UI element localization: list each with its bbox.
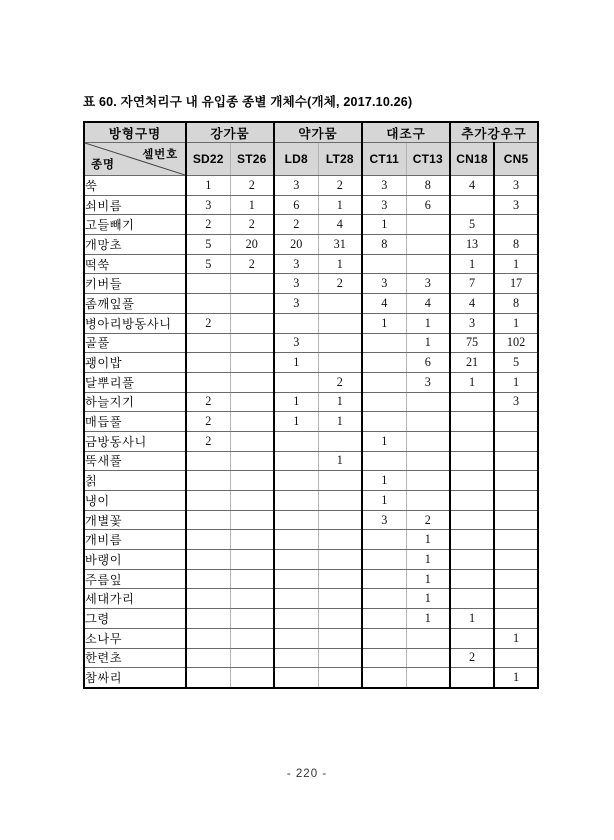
table-row <box>84 254 538 274</box>
species-name-cell: 쇠비름 <box>84 195 186 215</box>
count-cell <box>318 530 362 550</box>
count-cell: 2 <box>406 510 450 530</box>
count-cell: 1 <box>318 392 362 412</box>
count-cell <box>362 609 406 629</box>
count-cell <box>230 609 274 629</box>
table-row <box>84 372 538 392</box>
table-row <box>84 530 538 550</box>
species-name-cell: 칡 <box>84 471 186 491</box>
count-cell <box>274 648 318 668</box>
table-row <box>84 451 538 471</box>
count-cell <box>494 510 538 530</box>
count-cell: 4 <box>318 215 362 235</box>
count-cell: 2 <box>230 176 274 196</box>
count-cell <box>230 648 274 668</box>
count-cell <box>318 628 362 648</box>
count-cell: 8 <box>494 235 538 255</box>
column-header-LD8: LD8 <box>274 143 318 176</box>
count-cell <box>494 451 538 471</box>
count-cell <box>186 451 230 471</box>
count-cell: 3 <box>494 176 538 196</box>
count-cell: 3 <box>274 254 318 274</box>
count-cell: 20 <box>230 235 274 255</box>
count-cell: 6 <box>406 353 450 373</box>
count-cell <box>362 569 406 589</box>
count-cell <box>186 530 230 550</box>
count-cell <box>494 648 538 668</box>
count-cell <box>362 648 406 668</box>
count-cell <box>230 372 274 392</box>
group-header-0: 강가뭄 <box>186 122 274 143</box>
count-cell: 3 <box>362 195 406 215</box>
count-cell <box>450 530 494 550</box>
count-cell: 5 <box>450 215 494 235</box>
count-cell: 1 <box>406 609 450 629</box>
count-cell <box>318 313 362 333</box>
count-cell <box>406 491 450 511</box>
count-cell: 13 <box>450 235 494 255</box>
count-cell: 1 <box>318 451 362 471</box>
count-cell <box>362 333 406 353</box>
column-header-CT11: CT11 <box>362 143 406 176</box>
count-cell <box>186 609 230 629</box>
count-cell: 3 <box>362 274 406 294</box>
species-name-cell: 주름잎 <box>84 569 186 589</box>
species-name-cell: 참싸리 <box>84 668 186 688</box>
count-cell: 31 <box>318 235 362 255</box>
count-cell: 4 <box>362 294 406 314</box>
count-cell <box>406 451 450 471</box>
count-cell: 2 <box>186 412 230 432</box>
table-row <box>84 668 538 688</box>
count-cell <box>186 510 230 530</box>
count-cell: 3 <box>450 313 494 333</box>
count-cell: 1 <box>274 392 318 412</box>
count-cell: 6 <box>274 195 318 215</box>
column-header-CN5: CN5 <box>494 143 538 176</box>
count-cell: 1 <box>406 333 450 353</box>
count-cell: 1 <box>494 668 538 688</box>
count-cell: 1 <box>494 313 538 333</box>
count-cell: 1 <box>406 530 450 550</box>
count-cell <box>230 431 274 451</box>
count-cell: 17 <box>494 274 538 294</box>
count-cell: 4 <box>450 176 494 196</box>
count-cell: 2 <box>318 176 362 196</box>
count-cell <box>406 254 450 274</box>
count-cell <box>274 569 318 589</box>
table-row <box>84 235 538 255</box>
count-cell <box>230 313 274 333</box>
count-cell <box>406 628 450 648</box>
species-name-cell: 매듭풀 <box>84 412 186 432</box>
count-cell: 2 <box>186 313 230 333</box>
count-cell <box>494 215 538 235</box>
count-cell: 5 <box>186 235 230 255</box>
count-cell <box>450 569 494 589</box>
count-cell: 1 <box>186 176 230 196</box>
count-cell <box>450 195 494 215</box>
count-cell <box>318 510 362 530</box>
count-cell: 3 <box>274 333 318 353</box>
count-cell: 1 <box>450 254 494 274</box>
count-cell: 1 <box>318 195 362 215</box>
count-cell <box>230 668 274 688</box>
quadrat-name-header: 방형구명 <box>84 122 186 143</box>
count-cell <box>186 648 230 668</box>
count-cell: 1 <box>362 215 406 235</box>
count-cell <box>318 353 362 373</box>
count-cell: 1 <box>450 609 494 629</box>
count-cell: 1 <box>494 628 538 648</box>
table-row <box>84 471 538 491</box>
count-cell: 1 <box>274 353 318 373</box>
count-cell: 1 <box>362 313 406 333</box>
count-cell <box>186 628 230 648</box>
count-cell <box>450 412 494 432</box>
count-cell: 7 <box>450 274 494 294</box>
count-cell: 3 <box>406 372 450 392</box>
count-cell <box>186 589 230 609</box>
count-cell <box>494 471 538 491</box>
count-cell <box>450 431 494 451</box>
species-name-cell: 개망초 <box>84 235 186 255</box>
count-cell: 2 <box>450 648 494 668</box>
count-cell <box>494 569 538 589</box>
species-name-cell: 달뿌리풀 <box>84 372 186 392</box>
count-cell: 2 <box>230 215 274 235</box>
count-cell <box>362 412 406 432</box>
table-row <box>84 628 538 648</box>
count-cell: 1 <box>274 412 318 432</box>
diagonal-header-cell <box>84 143 186 176</box>
table-row <box>84 294 538 314</box>
group-header-row <box>84 122 538 143</box>
count-cell <box>230 274 274 294</box>
group-header-2: 대조구 <box>362 122 450 143</box>
count-cell <box>450 491 494 511</box>
count-cell <box>230 491 274 511</box>
count-cell <box>230 530 274 550</box>
species-name-cell: 떡쑥 <box>84 254 186 274</box>
count-cell: 2 <box>230 254 274 274</box>
count-cell <box>494 550 538 570</box>
count-cell <box>230 333 274 353</box>
count-cell: 1 <box>362 471 406 491</box>
count-cell <box>230 294 274 314</box>
count-cell <box>362 353 406 373</box>
count-cell <box>230 510 274 530</box>
count-cell <box>494 609 538 629</box>
species-name-cell: 바랭이 <box>84 550 186 570</box>
species-name-cell: 개별꽃 <box>84 510 186 530</box>
count-cell: 4 <box>406 294 450 314</box>
count-cell <box>318 550 362 570</box>
table-caption: 표 60. 자연처리구 내 유입종 종별 개체수(개체, 2017.10.26) <box>83 95 413 109</box>
count-cell <box>318 431 362 451</box>
count-cell: 1 <box>230 195 274 215</box>
count-cell <box>494 589 538 609</box>
species-name-cell: 고들빼기 <box>84 215 186 235</box>
table-row <box>84 550 538 570</box>
count-cell <box>230 412 274 432</box>
count-cell: 8 <box>494 294 538 314</box>
count-cell: 3 <box>406 274 450 294</box>
count-cell <box>318 668 362 688</box>
species-name-cell: 하늘지기 <box>84 392 186 412</box>
count-cell <box>274 451 318 471</box>
count-cell <box>362 628 406 648</box>
column-header-row <box>84 143 538 176</box>
count-cell: 3 <box>274 274 318 294</box>
count-cell <box>450 628 494 648</box>
species-name-cell: 그령 <box>84 609 186 629</box>
count-cell: 2 <box>318 372 362 392</box>
count-cell <box>274 609 318 629</box>
count-cell <box>318 333 362 353</box>
count-cell <box>274 668 318 688</box>
count-cell: 4 <box>450 294 494 314</box>
count-cell <box>362 372 406 392</box>
species-name-cell: 세대가리 <box>84 589 186 609</box>
count-cell: 1 <box>318 254 362 274</box>
count-cell: 1 <box>406 569 450 589</box>
count-cell <box>406 471 450 491</box>
table-row <box>84 392 538 412</box>
page-number: - 220 - <box>286 768 328 780</box>
count-cell <box>274 313 318 333</box>
count-cell <box>274 372 318 392</box>
count-cell <box>186 294 230 314</box>
count-cell <box>450 451 494 471</box>
species-name-cell: 소나무 <box>84 628 186 648</box>
species-name-cell: 개비름 <box>84 530 186 550</box>
species-name-cell: 뚝새풀 <box>84 451 186 471</box>
table-row <box>84 195 538 215</box>
count-cell <box>450 510 494 530</box>
count-cell: 2 <box>318 274 362 294</box>
count-cell <box>274 628 318 648</box>
count-cell <box>318 294 362 314</box>
count-cell <box>318 471 362 491</box>
count-cell <box>186 569 230 589</box>
table-row <box>84 412 538 432</box>
count-cell <box>362 451 406 471</box>
count-cell <box>406 412 450 432</box>
table-row <box>84 333 538 353</box>
species-name-cell: 금방동사니 <box>84 431 186 451</box>
column-header-SD22: SD22 <box>186 143 230 176</box>
table-row <box>84 353 538 373</box>
count-cell <box>406 431 450 451</box>
count-cell: 6 <box>406 195 450 215</box>
count-cell <box>274 491 318 511</box>
species-name-cell: 한련초 <box>84 648 186 668</box>
cell-number-label: 셀번호 <box>142 149 178 161</box>
count-cell <box>450 392 494 412</box>
count-cell <box>318 491 362 511</box>
count-cell: 1 <box>318 412 362 432</box>
group-header-1: 약가뭄 <box>274 122 362 143</box>
count-cell <box>406 235 450 255</box>
count-cell: 75 <box>450 333 494 353</box>
count-cell <box>318 648 362 668</box>
count-cell: 2 <box>186 215 230 235</box>
count-cell <box>230 451 274 471</box>
column-header-CN18: CN18 <box>450 143 494 176</box>
table-row <box>84 431 538 451</box>
table-row <box>84 609 538 629</box>
species-count-table <box>83 121 539 689</box>
count-cell <box>362 589 406 609</box>
count-cell <box>406 648 450 668</box>
table-row <box>84 274 538 294</box>
species-name-cell: 골풀 <box>84 333 186 353</box>
table-row <box>84 176 538 196</box>
table-row <box>84 648 538 668</box>
count-cell: 3 <box>362 176 406 196</box>
count-cell <box>186 550 230 570</box>
count-cell <box>230 589 274 609</box>
count-cell: 5 <box>494 353 538 373</box>
count-cell: 8 <box>362 235 406 255</box>
count-cell: 1 <box>494 372 538 392</box>
count-cell <box>274 550 318 570</box>
table-header <box>84 122 538 176</box>
count-cell <box>274 530 318 550</box>
count-cell <box>186 333 230 353</box>
count-cell: 5 <box>186 254 230 274</box>
count-cell <box>362 254 406 274</box>
count-cell: 20 <box>274 235 318 255</box>
count-cell <box>318 609 362 629</box>
count-cell <box>362 668 406 688</box>
count-cell <box>186 668 230 688</box>
count-cell: 3 <box>274 294 318 314</box>
count-cell <box>494 412 538 432</box>
count-cell <box>494 530 538 550</box>
count-cell <box>450 471 494 491</box>
species-name-cell: 냉이 <box>84 491 186 511</box>
species-name-label: 종명 <box>91 159 115 171</box>
count-cell <box>274 471 318 491</box>
count-cell <box>450 550 494 570</box>
table-row <box>84 215 538 235</box>
count-cell: 3 <box>494 392 538 412</box>
table-body <box>84 176 538 688</box>
count-cell <box>186 372 230 392</box>
count-cell: 3 <box>362 510 406 530</box>
count-cell: 1 <box>362 491 406 511</box>
count-cell <box>362 550 406 570</box>
count-cell <box>406 392 450 412</box>
count-cell <box>494 431 538 451</box>
count-cell <box>362 392 406 412</box>
count-cell: 3 <box>186 195 230 215</box>
count-cell <box>186 274 230 294</box>
count-cell <box>230 353 274 373</box>
species-name-cell: 좀깨잎풀 <box>84 294 186 314</box>
species-name-cell: 괭이밥 <box>84 353 186 373</box>
count-cell: 2 <box>274 215 318 235</box>
count-cell: 8 <box>406 176 450 196</box>
count-cell: 1 <box>406 550 450 570</box>
count-cell: 21 <box>450 353 494 373</box>
count-cell <box>230 569 274 589</box>
count-cell: 1 <box>450 372 494 392</box>
count-cell <box>230 392 274 412</box>
count-cell: 2 <box>186 392 230 412</box>
count-cell: 1 <box>494 254 538 274</box>
column-header-CT13: CT13 <box>406 143 450 176</box>
count-cell: 1 <box>406 313 450 333</box>
column-header-LT28: LT28 <box>318 143 362 176</box>
count-cell <box>274 589 318 609</box>
count-cell: 2 <box>186 431 230 451</box>
species-name-cell: 병아리방동사니 <box>84 313 186 333</box>
table-row <box>84 313 538 333</box>
count-cell <box>318 589 362 609</box>
species-name-cell: 쑥 <box>84 176 186 196</box>
count-cell <box>362 530 406 550</box>
table-row <box>84 569 538 589</box>
table-row <box>84 491 538 511</box>
count-cell <box>406 668 450 688</box>
count-cell <box>318 569 362 589</box>
count-cell <box>274 510 318 530</box>
count-cell <box>274 431 318 451</box>
count-cell <box>230 628 274 648</box>
count-cell <box>186 491 230 511</box>
count-cell <box>230 550 274 570</box>
count-cell: 1 <box>406 589 450 609</box>
count-cell: 1 <box>362 431 406 451</box>
count-cell <box>450 589 494 609</box>
count-cell <box>406 215 450 235</box>
count-cell <box>186 353 230 373</box>
table-row <box>84 589 538 609</box>
count-cell <box>230 471 274 491</box>
species-name-cell: 키버들 <box>84 274 186 294</box>
count-cell <box>494 491 538 511</box>
count-cell: 3 <box>274 176 318 196</box>
count-cell: 102 <box>494 333 538 353</box>
column-header-ST26: ST26 <box>230 143 274 176</box>
count-cell: 3 <box>494 195 538 215</box>
count-cell <box>450 668 494 688</box>
count-cell <box>186 471 230 491</box>
table-row <box>84 510 538 530</box>
group-header-3: 추가강우구 <box>450 122 538 143</box>
